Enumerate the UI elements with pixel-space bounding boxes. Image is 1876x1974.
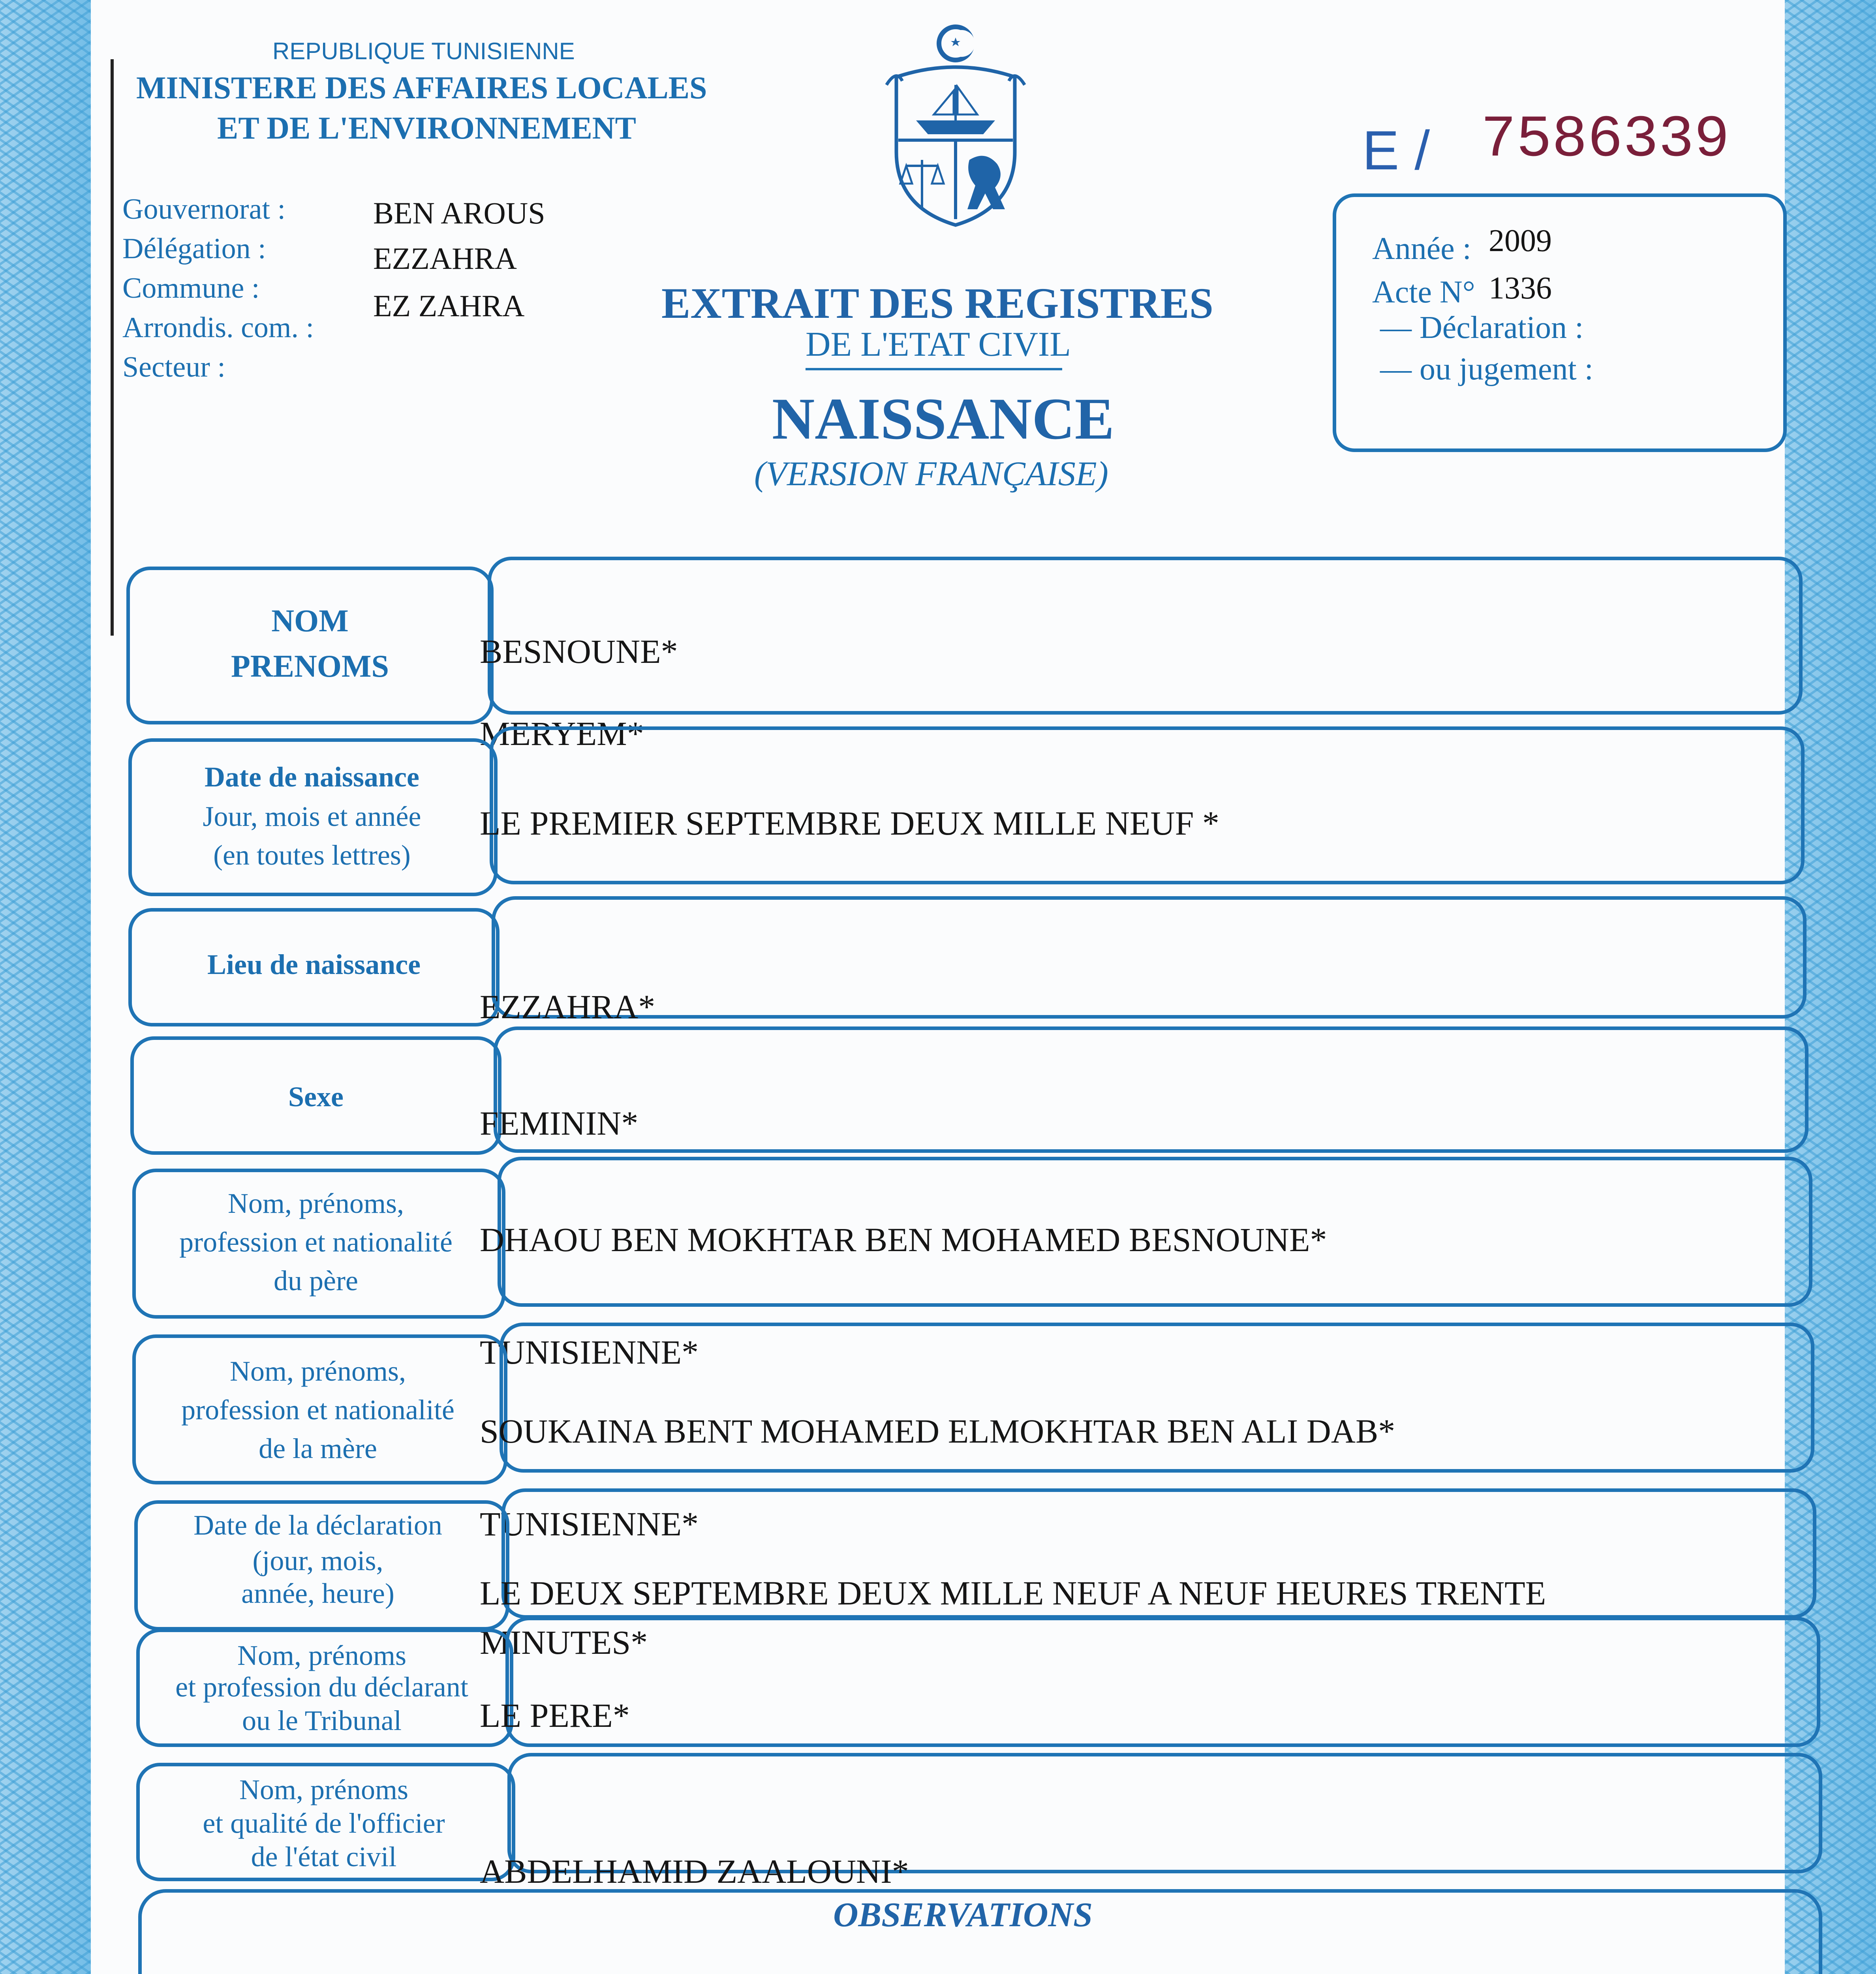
officier-value: ABDELHAMID ZAALOUNI* (480, 1852, 909, 1890)
gouvernorat-label: Gouvernorat : (122, 193, 286, 225)
ministry-line2: ET DE L'ENVIRONNEMENT (217, 111, 636, 146)
serial-number: 7586339 (1481, 107, 1730, 174)
location-labels (122, 190, 314, 387)
jugement-label: — ou jugement : (1380, 352, 1593, 387)
declarant-label1: Nom, prénoms (237, 1640, 406, 1671)
declarant-value: LE PERE* (480, 1696, 630, 1734)
row-sexe-value-box (494, 1026, 1808, 1153)
pere-label3: du père (274, 1265, 358, 1297)
row-declarant-value-box (505, 1617, 1820, 1747)
mere-nationality: TUNISIENNE* (480, 1505, 699, 1543)
prenom-value: MERYEM* (480, 715, 644, 752)
nom-value: BESNOUNE* (480, 632, 678, 670)
declarant-label3: ou le Tribunal (242, 1705, 402, 1736)
gouvernorat-value: BEN AROUS (373, 196, 545, 230)
decl-label3: année, heure) (241, 1578, 394, 1609)
row-nom-label-box (126, 567, 494, 724)
observations-title: OBSERVATIONS (833, 1896, 1093, 1934)
title-rule (806, 368, 1062, 370)
lieu-value: EZZAHRA* (480, 988, 655, 1026)
serial-prefix: E / (1362, 119, 1430, 181)
decl-label2: (jour, mois, (252, 1545, 383, 1576)
decl-value-line1: LE DEUX SEPTEMBRE DEUX MILLE NEUF A NEUF HEURES TRENTE (480, 1574, 1546, 1612)
location-values (373, 193, 545, 326)
mere-label1: Nom, prénoms, (230, 1355, 406, 1387)
declaration-label: — Déclaration : (1380, 310, 1584, 345)
prenoms-label: PRENOMS (231, 649, 389, 684)
dob-label-sub1: Jour, mois et année (203, 801, 421, 832)
secteur-label: Secteur : (122, 351, 225, 383)
nom-label: NOM (271, 604, 349, 638)
decl-value-line2: MINUTES* (480, 1623, 648, 1661)
republic-label: REPUBLIQUE TUNISIENNE (272, 38, 575, 64)
officier-label3: de l'état civil (251, 1841, 397, 1873)
header-left-rule (111, 59, 114, 636)
annee-value: 2009 (1489, 223, 1552, 258)
sexe-value: FEMININ* (480, 1104, 638, 1142)
annee-label: Année : (1372, 231, 1472, 266)
mere-value: SOUKAINA BENT MOHAMED ELMOKHTAR BEN ALI DAB* (480, 1412, 1395, 1450)
pere-nationality: TUNISIENNE* (480, 1333, 699, 1371)
lieu-label: Lieu de naissance (207, 949, 421, 980)
title-line1: EXTRAIT DES REGISTRES (661, 279, 1213, 327)
acte-label: Acte N° (1372, 275, 1475, 310)
title-version: (VERSION FRANÇAISE) (754, 455, 1108, 493)
officier-label2: et qualité de l'officier (203, 1807, 445, 1839)
pere-value: DHAOU BEN MOKHTAR BEN MOHAMED BESNOUNE* (480, 1221, 1327, 1259)
dob-label-sub2: (en toutes lettres) (213, 839, 411, 871)
mere-label2: profession et nationalité (181, 1394, 454, 1426)
pere-label2: profession et nationalité (179, 1226, 453, 1258)
delegation-value: EZZAHRA (373, 241, 517, 276)
left-security-border (0, 0, 103, 1974)
acte-value: 1336 (1489, 271, 1552, 306)
dob-label: Date de naissance (205, 761, 419, 793)
row-lieu-value-box (492, 896, 1807, 1019)
commune-value: EZ ZAHRA (373, 289, 525, 323)
declarant-label2: et profession du déclarant (175, 1671, 468, 1703)
decl-label1: Date de la déclaration (193, 1509, 442, 1541)
officier-label1: Nom, prénoms (239, 1774, 408, 1805)
commune-label: Commune : (122, 272, 260, 304)
mere-label3: de la mère (259, 1433, 377, 1464)
pere-label1: Nom, prénoms, (228, 1188, 404, 1219)
delegation-label: Délégation : (122, 233, 266, 265)
ministry-line1: MINISTERE DES AFFAIRES LOCALES (136, 71, 707, 105)
sexe-label: Sexe (288, 1081, 344, 1113)
dob-value: LE PREMIER SEPTEMBRE DEUX MILLE NEUF * (480, 804, 1219, 842)
title-line2: DE L'ETAT CIVIL (806, 325, 1071, 364)
tunisia-coat-of-arms-icon (879, 22, 1033, 231)
birth-certificate-page (91, 0, 1785, 1974)
row-nom-value-box (488, 557, 1803, 715)
arrondissement-label: Arrondis. com. : (122, 311, 314, 344)
title-main: NAISSANCE (772, 386, 1114, 452)
